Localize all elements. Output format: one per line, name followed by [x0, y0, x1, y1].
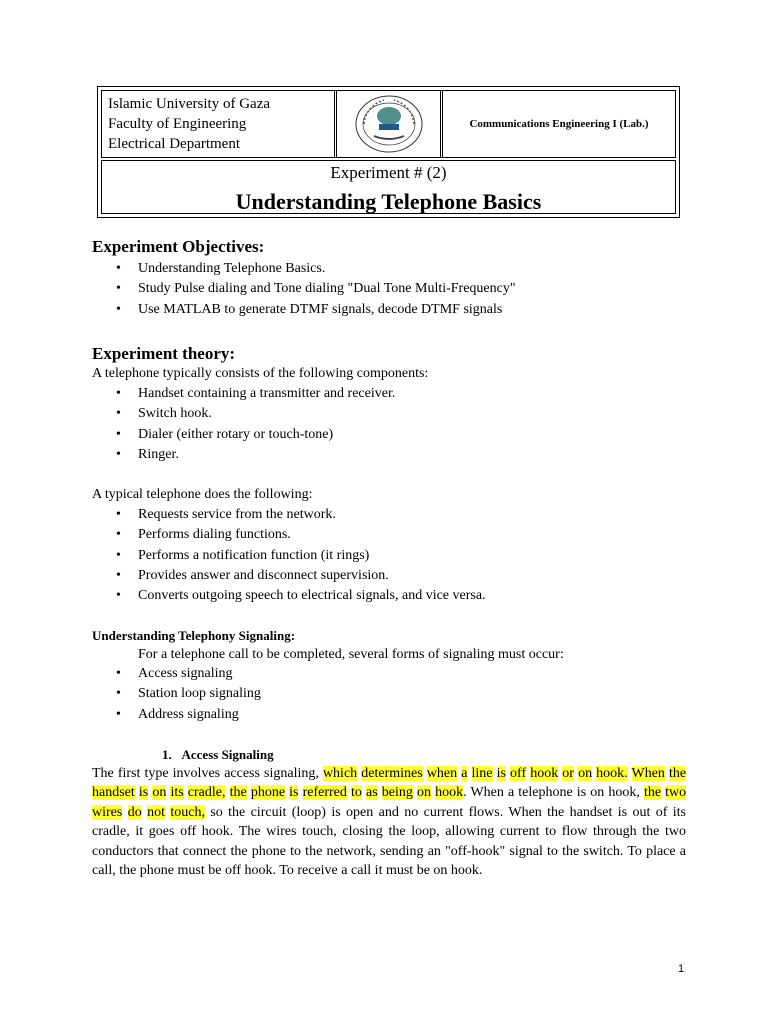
highlighted-word: when	[426, 766, 458, 781]
highlighted-word: phone	[250, 785, 286, 801]
experiment-number: Experiment # (2)	[330, 163, 447, 182]
document-header	[97, 86, 680, 218]
list-item: • Study Pulse dialing and Tone dialing "Dual Tone Multi-Frequency"	[92, 279, 516, 299]
institution-block	[102, 91, 337, 157]
list-item: • Provides answer and disconnect supervision.	[92, 566, 486, 586]
highlight-group	[323, 766, 628, 781]
theory-heading: Experiment theory:	[92, 344, 236, 363]
list-item: • Access signaling	[92, 664, 261, 684]
highlighted-word: is	[138, 785, 149, 801]
list-item: • Ringer.	[92, 445, 395, 465]
highlighted-word: hook	[530, 766, 559, 781]
theory-intro: A telephone typically consists of the following components:	[92, 366, 429, 381]
highlighted-word: being	[381, 785, 413, 801]
list-item: • Dialer (either rotary or touch-tone)	[92, 425, 395, 445]
list-item: • Address signaling	[92, 705, 261, 725]
highlighted-word: touch,	[170, 804, 205, 820]
highlighted-word: not	[147, 804, 165, 820]
highlighted-word: cradle,	[187, 785, 226, 801]
highlighted-word: wires	[92, 804, 123, 820]
highlighted-word: hook	[435, 785, 464, 801]
highlighted-word: a	[461, 766, 468, 781]
header-experiment-row	[101, 160, 676, 214]
highlighted-word: hook.	[596, 766, 628, 781]
access-paragraph	[92, 764, 686, 880]
list-item: • Understanding Telephone Basics.	[92, 259, 516, 279]
paragraph-text: . When a telephone is on hook,	[463, 785, 644, 801]
functions-intro: A typical telephone does the following:	[92, 487, 313, 502]
highlighted-word: When	[631, 766, 665, 781]
list-item: • Use MATLAB to generate DTMF signals, decode DTMF signals	[92, 300, 516, 320]
highlighted-word: is	[496, 766, 506, 781]
highlighted-word: on	[417, 785, 431, 801]
highlighted-word: the	[643, 785, 662, 801]
highlighted-word: is	[289, 785, 299, 801]
page-number: 1	[678, 963, 685, 975]
objectives-list	[92, 259, 516, 320]
highlighted-word: do	[127, 804, 142, 820]
list-item: • Requests service from the network.	[92, 505, 486, 525]
highlighted-word: to	[351, 785, 362, 801]
highlighted-word: on	[578, 766, 593, 781]
highlighted-word: which	[322, 766, 358, 781]
list-item: • Performs dialing functions.	[92, 525, 486, 545]
objectives-heading: Experiment Objectives:	[92, 237, 265, 256]
highlighted-word: handset	[92, 785, 135, 801]
signaling-heading: Understanding Telephony Signaling:	[92, 628, 296, 643]
highlighted-word: the	[669, 766, 687, 781]
highlighted-word: its	[170, 785, 184, 801]
access-heading	[162, 745, 274, 765]
list-item: • Converts outgoing speech to electrical signals, and vice versa.	[92, 586, 486, 606]
highlighted-word: off	[510, 766, 527, 781]
paragraph-text: The first type involves access signaling,	[92, 766, 323, 781]
highlighted-word: or	[562, 766, 574, 781]
experiment-title: Understanding Telephone Basics	[235, 189, 542, 214]
highlighted-word: on	[152, 785, 167, 801]
university-name: Islamic University of Gaza	[108, 96, 271, 112]
signaling-list	[92, 664, 261, 725]
highlighted-word: determines	[361, 766, 423, 781]
highlighted-word: line	[471, 766, 493, 781]
components-list	[92, 384, 395, 465]
highlighted-word: as	[366, 785, 378, 801]
access-title: Access Signaling	[181, 747, 274, 762]
list-item: • Switch hook.	[92, 404, 395, 424]
access-number: 1.	[162, 747, 172, 762]
signaling-intro: For a telephone call to be completed, several forms of signaling must occur:	[138, 647, 564, 662]
paragraph-text: so the circuit (loop) is open and no current flows. When the handset is out of its cradle, it goes off hook. The wires touch, closing the loop, allowing current to flow through the two conductors that connect the phone to the network, sending an "off-hook" signal to the switch. To place a call, the phone must be off hook. To receive a call it must be on hook.	[92, 804, 687, 879]
department-name: Electrical Department	[108, 136, 241, 152]
list-item: • Station loop signaling	[92, 684, 261, 704]
course-title: Communications Engineering I (Lab.)	[469, 118, 649, 130]
faculty-name: Faculty of Engineering	[108, 116, 247, 132]
highlighted-word: two	[665, 785, 687, 801]
header-top-row	[101, 90, 676, 158]
logo-cell	[337, 91, 443, 157]
highlighted-word: referred	[302, 785, 347, 801]
functions-list	[92, 505, 486, 606]
list-item: • Handset containing a transmitter and receiver.	[92, 384, 395, 404]
highlighted-word: the	[229, 785, 247, 801]
list-item: • Performs a notification function (it rings)	[92, 546, 486, 566]
university-seal-icon	[354, 94, 424, 154]
